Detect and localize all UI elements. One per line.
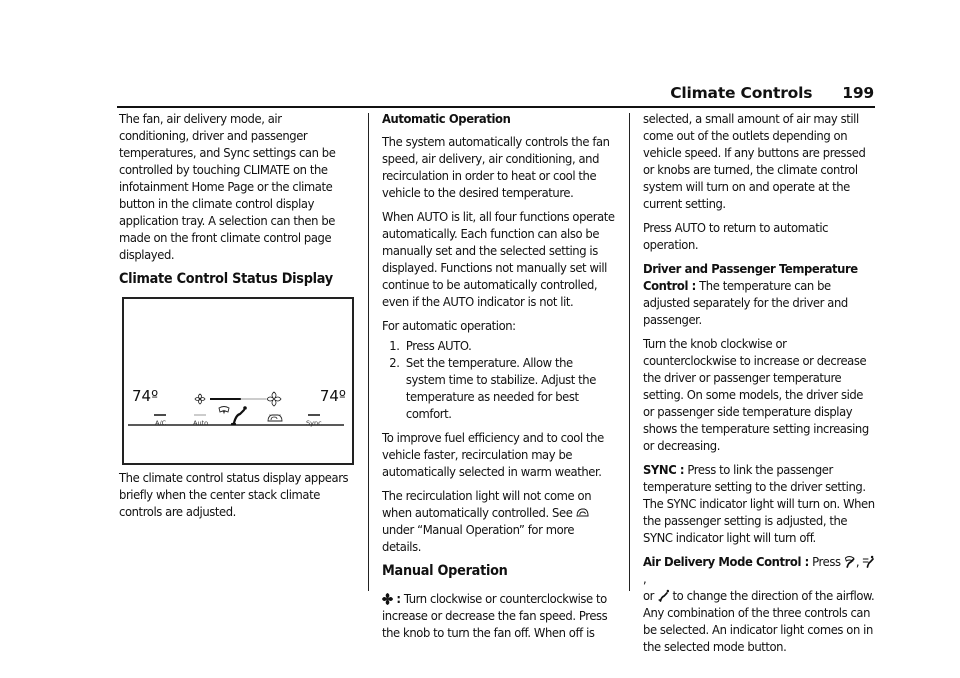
auto-paragraph-4: To improve fuel efficiency and to cool the vehicle faster, recirculation may be automatically selected in warm weather. <box>382 430 604 479</box>
sync-paragraph: SYNC : Press to link the passenger temperature setting to the driver setting. The SYNC indicator light will turn on. When the passenger setting is adjusted, the SYNC indicator light will turn off. <box>643 462 875 545</box>
auto-steps <box>382 337 615 422</box>
passenger-temp: 74º <box>319 387 346 405</box>
manual-paragraph-1: selected, a small amount of air may still come out of the outlets depending on vehicle speed. If any buttons are pressed or knobs are turned, the climate control system will turn on and operate at the current setting. <box>643 111 866 211</box>
manual-paragraph-3: Turn the knob clockwise or counterclockwise to increase or decrease the driver or passenger temperature setting. On some models, the driver side or passenger side temperature display shows the temperature setting increasing or decreasing. <box>643 336 869 453</box>
column-divider <box>368 113 369 591</box>
status-display-note: The climate control status display appears briefly when the center stack climate controls are adjusted. <box>119 470 349 519</box>
windshield-vent-icon <box>219 407 229 414</box>
fan-icon <box>382 593 393 605</box>
automatic-operation-heading: Automatic Operation <box>382 111 511 126</box>
air-delivery-paragraph: Air Delivery Mode Control : Press , , or to change the direction of the airflow. Any combination of the three controls can be selected. An indicator light comes on in the selected mode button. <box>643 554 875 654</box>
recirculation-icon <box>576 508 589 519</box>
panel-vent-icon <box>862 555 874 568</box>
driver-temp: 74º <box>132 387 159 405</box>
auto-paragraph-3: For automatic operation: <box>382 318 516 333</box>
climate-status-display <box>122 297 354 465</box>
list-item: 2. Set the temperature. Allow the system time to stabilize. Adjust the temperature as needed for best comfort. <box>389 355 596 421</box>
manual-operation-heading: Manual Operation <box>382 563 508 579</box>
status-display-heading: Climate Control Status Display <box>119 271 333 287</box>
defrost-floor-icon <box>844 555 856 568</box>
ac-button[interactable]: A/C <box>155 419 167 427</box>
temperature-control-paragraph: Driver and Passenger Temperature Control : The temperature can be adjusted separately for the driver and passenger. <box>643 261 858 327</box>
fan-low-icon <box>195 394 205 404</box>
floor-vent-icon <box>657 589 669 602</box>
manual-paragraph-2: Press AUTO to return to automatic operation. <box>643 220 829 252</box>
display-graphic <box>124 299 348 459</box>
floor-vent-icon <box>232 406 247 424</box>
auto-paragraph-2: When AUTO is lit, all four functions operate automatically. Each function can also be manually set and the selected setting is displayed. Functions not manually set will continue to be automatically controlled, even if the AUTO indicator is not lit. <box>382 209 615 309</box>
column-1-lower <box>119 469 352 527</box>
fan-high-icon <box>267 392 281 406</box>
page-header <box>670 84 874 102</box>
fan-control-paragraph: : Turn clockwise or counterclockwise to increase or decrease the fan speed. Press the knob to turn the fan off. When off is <box>382 591 608 640</box>
header-rule <box>117 106 875 108</box>
page-number: 199 <box>842 84 874 102</box>
list-item: 1. Press AUTO. <box>389 338 472 353</box>
column-3 <box>643 110 876 662</box>
column-divider <box>629 113 630 591</box>
auto-button[interactable]: Auto <box>193 419 209 427</box>
sync-button[interactable]: Sync <box>306 419 322 427</box>
intro-paragraph: The fan, air delivery mode, air conditioning, driver and passenger temperatures, and Sync settings can be controlled by touching CLIMATE on the infotainment Home Page or the climate button in the climate control display application tray. A selection can then be made on the front climate control page displayed. <box>119 111 336 262</box>
auto-paragraph-1: The system automatically controls the fan speed, air delivery, air conditioning, and recirculation in order to heat or cool the vehicle to the desired temperature. <box>382 134 610 200</box>
auto-paragraph-5: The recirculation light will not come on when automatically controlled. See under “Manual Operation” for more details. <box>382 488 592 554</box>
column-1 <box>119 110 352 298</box>
column-2 <box>382 110 615 648</box>
section-title: Climate Controls <box>670 84 813 102</box>
recirculation-icon <box>268 415 282 421</box>
